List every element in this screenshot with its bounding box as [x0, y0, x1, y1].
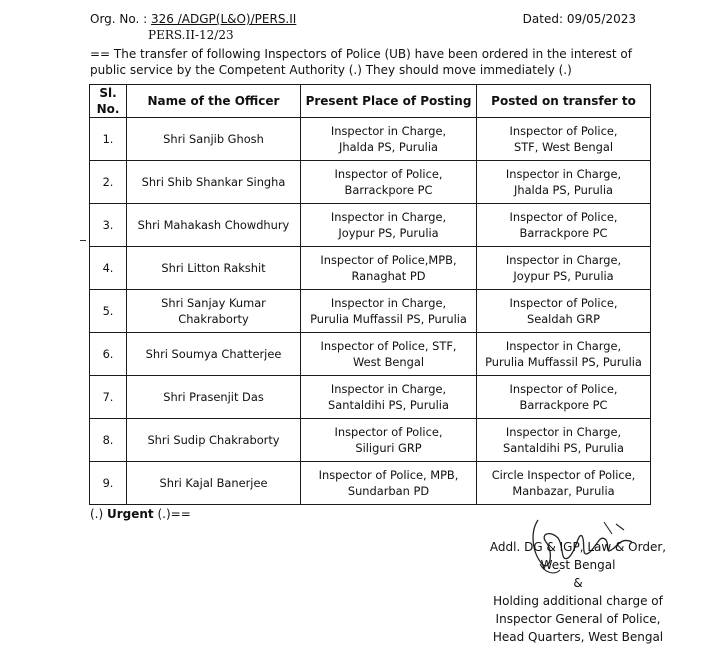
cell-officer-name: Shri Shib Shankar Singha	[127, 161, 301, 204]
urgent-suffix: (.)==	[153, 507, 191, 521]
transfer-to-line: Jhalda PS, Purulia	[514, 183, 613, 197]
transfer-to-line: Circle Inspector of Police,	[491, 468, 636, 482]
signatory-line-1: Addl. DG & IGP, Law & Order,	[489, 540, 667, 554]
cell-sl-no: 4.	[90, 247, 127, 290]
present-posting-line: Inspector of Police, STF,	[320, 339, 457, 353]
intro-paragraph: == The transfer of following Inspectors of Police (UB) have been ordered in the interest of public service by the Competent Authority (.) They should move immediately (.)	[90, 47, 632, 77]
cell-transfer-to	[477, 419, 651, 462]
cell-transfer-to	[477, 333, 651, 376]
present-posting-line: Sundarban PD	[347, 484, 430, 498]
present-posting-line: Ranaghat PD	[351, 269, 426, 283]
transfer-to-line: Santaldihi PS, Purulia	[503, 441, 624, 455]
table-row	[90, 376, 651, 419]
header-present-posting: Present Place of Posting	[301, 85, 477, 118]
org-number-prefix: Org. No. :	[90, 12, 152, 26]
transfer-to-line: Inspector in Charge,	[505, 339, 622, 353]
cell-present-posting	[301, 204, 477, 247]
cell-sl-no: 8.	[90, 419, 127, 462]
urgent-line	[90, 506, 191, 522]
cell-officer-name: Shri Mahakash Chowdhury	[127, 204, 301, 247]
cell-transfer-to	[477, 247, 651, 290]
transfer-to-line: Inspector of Police,	[509, 296, 618, 310]
cell-officer-name: Shri Litton Rakshit	[127, 247, 301, 290]
cell-sl-no: 7.	[90, 376, 127, 419]
margin-mark	[80, 240, 86, 241]
transfer-to-line: Inspector of Police,	[509, 210, 618, 224]
cell-present-posting	[301, 419, 477, 462]
signatory-line-6: Head Quarters, West Bengal	[492, 630, 664, 644]
table-row	[90, 419, 651, 462]
present-posting-line: West Bengal	[352, 355, 425, 369]
cell-officer-name: Shri Sanjib Ghosh	[127, 118, 301, 161]
transfer-to-line: Purulia Muffassil PS, Purulia	[485, 355, 642, 369]
transfer-to-line: Inspector of Police,	[509, 382, 618, 396]
cell-sl-no: 5.	[90, 290, 127, 333]
order-number-block	[90, 11, 296, 43]
table-row	[90, 204, 651, 247]
transfer-to-line: Inspector of Police,	[509, 124, 618, 138]
transfer-to-line: Joypur PS, Purulia	[513, 269, 614, 283]
header-sl-no: Sl. No.	[90, 85, 127, 118]
present-posting-line: Inspector in Charge,	[330, 210, 447, 224]
signatory-block	[478, 538, 678, 646]
table-header-row	[90, 85, 651, 118]
cell-sl-no: 6.	[90, 333, 127, 376]
table-body	[90, 118, 651, 505]
transfer-to-line: Barrackpore PC	[519, 398, 608, 412]
present-posting-line: Purulia Muffassil PS, Purulia	[310, 312, 467, 326]
present-posting-line: Joypur PS, Purulia	[338, 226, 439, 240]
cell-officer-name: Shri Kajal Banerjee	[127, 462, 301, 505]
table-row	[90, 118, 651, 161]
order-date: Dated: 09/05/2023	[522, 12, 636, 26]
cell-transfer-to	[477, 118, 651, 161]
urgent-prefix: (.)	[90, 507, 107, 521]
present-posting-line: Siliguri GRP	[355, 441, 422, 455]
transfer-to-line: Inspector in Charge,	[505, 253, 622, 267]
transfer-to-line: Barrackpore PC	[519, 226, 608, 240]
present-posting-line: Jhalda PS, Purulia	[339, 140, 438, 154]
org-number: 326 /ADGP(L&O)/PERS.II	[151, 12, 297, 26]
cell-present-posting	[301, 376, 477, 419]
cell-present-posting	[301, 247, 477, 290]
urgent-word: Urgent	[107, 507, 154, 521]
signatory-line-5: Inspector General of Police,	[495, 612, 661, 626]
transfer-to-line: Sealdah GRP	[526, 312, 601, 326]
table-row	[90, 462, 651, 505]
signatory-line-3: &	[573, 576, 583, 590]
transfer-table	[89, 84, 651, 505]
cell-sl-no: 2.	[90, 161, 127, 204]
present-posting-line: Santaldihi PS, Purulia	[328, 398, 449, 412]
cell-officer-name: Shri Sudip Chakraborty	[127, 419, 301, 462]
present-posting-line: Inspector of Police,	[334, 425, 443, 439]
table-row	[90, 247, 651, 290]
signatory-line-2: West Bengal	[540, 558, 616, 572]
cell-transfer-to	[477, 204, 651, 247]
cell-officer-name: Shri Soumya Chatterjee	[127, 333, 301, 376]
cell-transfer-to	[477, 376, 651, 419]
transfer-to-line: Inspector in Charge,	[505, 425, 622, 439]
org-number-line	[90, 11, 296, 27]
cell-officer-name: Shri Prasenjit Das	[127, 376, 301, 419]
header-transfer-to: Posted on transfer to	[477, 85, 651, 118]
org-sub-number: PERS.II-12/23	[148, 28, 234, 42]
cell-present-posting	[301, 161, 477, 204]
present-posting-line: Inspector of Police,	[334, 167, 443, 181]
cell-present-posting	[301, 462, 477, 505]
cell-sl-no: 1.	[90, 118, 127, 161]
table-row	[90, 333, 651, 376]
transfer-to-line: STF, West Bengal	[513, 140, 614, 154]
cell-present-posting	[301, 333, 477, 376]
header-officer-name: Name of the Officer	[127, 85, 301, 118]
present-posting-line: Inspector in Charge,	[330, 382, 447, 396]
present-posting-line: Barrackpore PC	[344, 183, 433, 197]
cell-present-posting	[301, 290, 477, 333]
cell-transfer-to	[477, 290, 651, 333]
cell-transfer-to	[477, 161, 651, 204]
present-posting-line: Inspector in Charge,	[330, 124, 447, 138]
cell-sl-no: 9.	[90, 462, 127, 505]
signatory-line-4: Holding additional charge of	[493, 594, 663, 608]
table-row	[90, 161, 651, 204]
cell-present-posting	[301, 118, 477, 161]
transfer-to-line: Manbazar, Purulia	[512, 484, 615, 498]
transfer-to-line: Inspector in Charge,	[505, 167, 622, 181]
present-posting-line: Inspector of Police, MPB,	[318, 468, 459, 482]
present-posting-line: Inspector in Charge,	[330, 296, 447, 310]
present-posting-line: Inspector of Police,MPB,	[320, 253, 457, 267]
cell-transfer-to	[477, 462, 651, 505]
cell-sl-no: 3.	[90, 204, 127, 247]
cell-officer-name: Shri Sanjay Kumar Chakraborty	[127, 290, 301, 333]
table-row	[90, 290, 651, 333]
